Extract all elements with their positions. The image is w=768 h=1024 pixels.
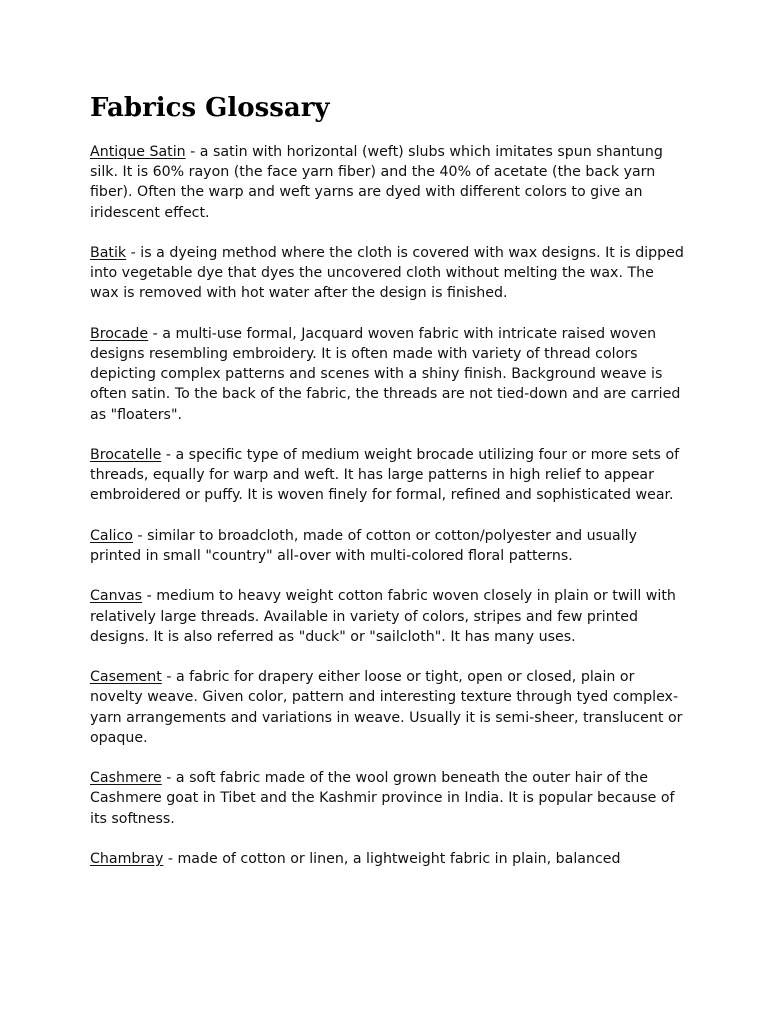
definition-text: - made of cotton or linen, a lightweight fabric in plain, balanced [163, 850, 621, 867]
definition-text: - a soft fabric made of the wool grown beneath the outer hair of the Cashmere goat in Tibet and the Kashmir province in India. It is popular because of its softness. [90, 770, 675, 827]
term-link-calico[interactable]: Calico [90, 527, 133, 544]
glossary-entry-calico [90, 526, 686, 566]
glossary-entry-batik [90, 243, 686, 304]
document-page [90, 90, 686, 889]
definition-text: - a fabric for drapery either loose or tight, open or closed, plain or novelty weave. Given color, pattern and interesting texture through tyed complex-yarn arrangements and variations in weave. Usually it is semi-sheer, translucent or opaque. [90, 669, 683, 746]
definition-text: - a specific type of medium weight brocade utilizing four or more sets of threads, equally for warp and weft. It has large patterns in high relief to appear embroidered or puffy. It is woven finely for formal, refined and sophisticated wear. [90, 447, 680, 504]
term-link-brocatelle[interactable]: Brocatelle [90, 447, 162, 463]
definition-text: - is a dyeing method where the cloth is covered with wax designs. It is dipped into vegetable dye that dyes the uncovered cloth without melting the wax. The wax is removed with hot water after the design is finished. [90, 245, 684, 302]
glossary-entry-brocatelle [90, 445, 686, 506]
term-link-canvas[interactable]: Canvas [90, 588, 143, 605]
glossary-entry-casement [90, 667, 686, 748]
term-link-casement[interactable]: Casement [90, 669, 162, 686]
glossary-entry-antique-satin [90, 142, 686, 223]
term-link-batik[interactable]: Batik [90, 245, 127, 261]
definition-text: - a multi-use formal, Jacquard woven fabric with intricate raised woven designs resembling embroidery. It is often made with variety of thread colors depicting complex patterns and scenes with a shiny finish. Background weave is often satin. To the back of the fabric, the threads are not tied-down and are carried as "floaters". [90, 325, 681, 423]
term-link-brocade[interactable]: Brocade [90, 325, 149, 342]
glossary-entry-chambray [90, 849, 686, 869]
term-link-antique-satin[interactable]: Antique Satin [90, 144, 186, 160]
term-link-chambray[interactable]: Chambray [90, 850, 164, 867]
term-link-cashmere[interactable]: Cashmere [90, 770, 162, 787]
definition-text: - medium to heavy weight cotton fabric woven closely in plain or twill with relatively large threads. Available in variety of colors, stripes and few printed designs. It is also referred as "duck" or "sailcloth". It has many uses. [90, 588, 676, 645]
definition-text: - similar to broadcloth, made of cotton or cotton/polyester and usually printed in small "country" all-over with multi-colored floral patterns. [90, 527, 637, 564]
glossary-entry-brocade [90, 324, 686, 425]
glossary-entry-cashmere [90, 768, 686, 829]
definition-text: - a satin with horizontal (weft) slubs which imitates spun shantung silk. It is 60% rayon (the face yarn fiber) and the 40% of acetate (the back yarn fiber). Often the warp and weft yarns are dyed with different colors to give an iridescent effect. [90, 144, 663, 221]
glossary-entry-canvas [90, 586, 686, 647]
page-title: Fabrics Glossary [90, 93, 330, 123]
